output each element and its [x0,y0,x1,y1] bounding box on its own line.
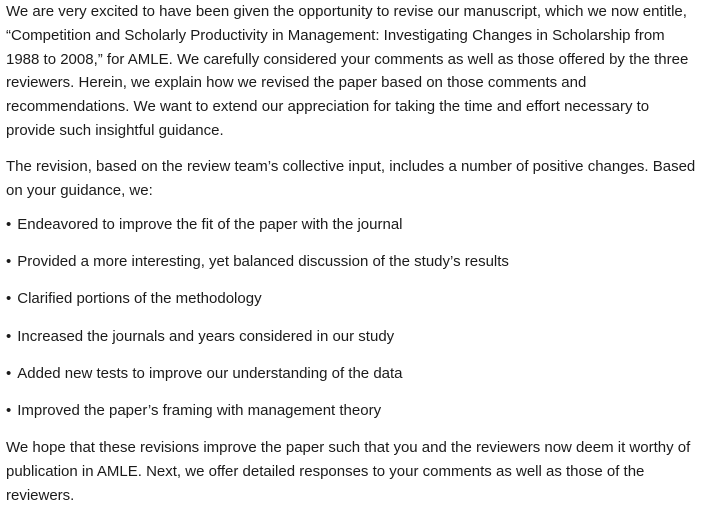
closing-paragraph: We hope that these revisions improve the paper such that you and the reviewers now deem it worthy of publication in AMLE. Next, we offer detailed responses to your comments as well as those of the reviewers. [6,439,691,504]
bullet-text: Added new tests to improve our understanding of the data [17,365,403,382]
bullet-text: Increased the journals and years considered in our study [17,328,395,345]
bullet-item [6,213,403,237]
bullet-marker: • [6,216,12,233]
bullet-text: Clarified portions of the methodology [17,290,262,307]
bullet-text: Provided a more interesting, yet balanced discussion of the study’s results [17,253,509,270]
intro-paragraph: We are very excited to have been given the opportunity to revise our manuscript, which we now entitle, “Competition and Scholarly Productivity in Management: Investigating Changes in Scholarship from 1988 to 2008,” for AMLE. We carefully considered your comments as well as those offered by the three reviewers. Herein, we explain how we revised the paper based on those comments and recommendations. We want to extend our appreciation for taking the time and effort necessary to provide such insightful guidance. [6,3,689,139]
bullet-item [6,325,394,349]
bullet-marker: • [6,365,12,382]
bullet-item [6,250,509,274]
bullet-marker: • [6,328,12,345]
bullet-marker: • [6,290,12,307]
bullet-item [6,362,403,386]
bullet-text: Improved the paper’s framing with management theory [17,402,382,419]
bullet-marker: • [6,253,12,270]
bullet-marker: • [6,402,12,419]
bullet-item [6,287,262,311]
bullet-item [6,399,381,423]
bullet-text: Endeavored to improve the fit of the paper with the journal [17,216,403,233]
revision-paragraph: The revision, based on the review team’s collective input, includes a number of positive changes. Based on your guidance, we: [6,158,696,199]
